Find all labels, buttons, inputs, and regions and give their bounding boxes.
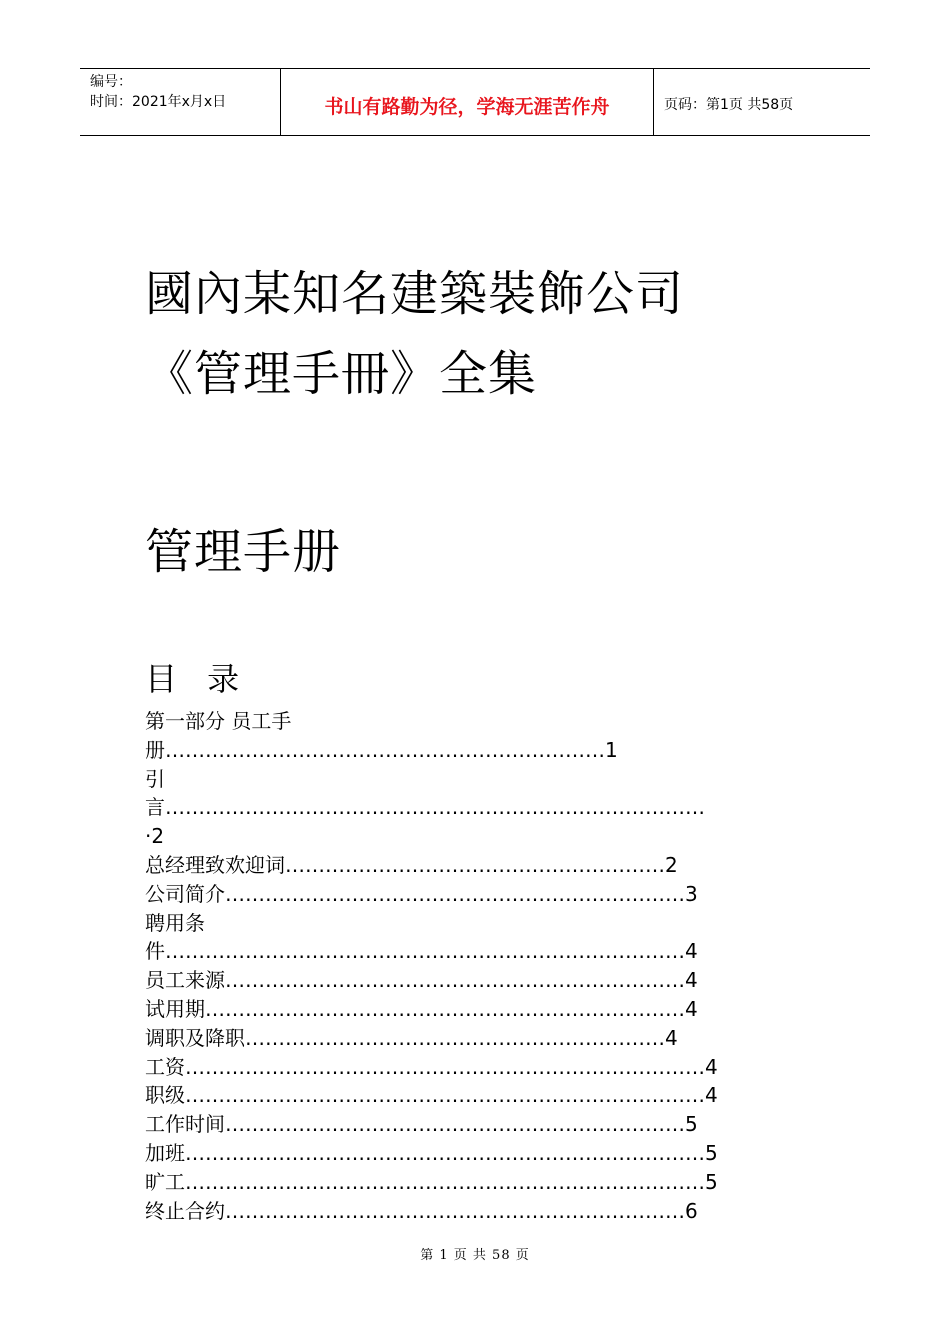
header-page-info: 页码：第1页 共58页	[664, 97, 794, 113]
document-time-label: 时间：2021年x月x日	[90, 94, 227, 110]
toc-line: 员工来源……………………………………………………………4	[145, 968, 698, 993]
toc-line: 聘用条	[145, 910, 205, 935]
toc-line: 册…………………………………………………………1	[145, 737, 618, 762]
document-title	[145, 254, 825, 414]
toc-heading: 目 录	[145, 660, 250, 698]
toc-line: 总经理致欢迎词…………………………………………………2	[145, 852, 678, 877]
toc-line: 旷工……………………………………………………………………5	[145, 1169, 718, 1194]
toc-line: 引	[145, 766, 165, 791]
document-number-label: 编号：	[90, 74, 132, 90]
table-of-contents	[145, 707, 805, 1225]
document-subtitle: 管理手册	[145, 524, 342, 580]
toc-line: 调职及降职………………………………………………………4	[145, 1025, 678, 1050]
document-title-line-1: 國內某知名建築裝飾公司	[145, 266, 685, 322]
toc-line: 公司简介……………………………………………………………3	[145, 881, 698, 906]
toc-line: 言………………………………………………………………………	[145, 795, 705, 820]
toc-line: 加班……………………………………………………………………5	[145, 1140, 718, 1165]
toc-line: 工作时间……………………………………………………………5	[145, 1112, 698, 1137]
header-meta-cell	[80, 69, 281, 135]
document-title-line-2: 《管理手冊》全集	[145, 346, 538, 402]
toc-line: 件……………………………………………………………………4	[145, 939, 698, 964]
toc-line: 试用期………………………………………………………………4	[145, 996, 698, 1021]
toc-line: 职级……………………………………………………………………4	[145, 1083, 718, 1108]
header-motto: 书山有路勤为径，学海无涯苦作舟	[281, 69, 654, 135]
toc-line: 工资……………………………………………………………………4	[145, 1054, 718, 1079]
document-header	[80, 68, 870, 136]
toc-line: 终止合约……………………………………………………………6	[145, 1198, 698, 1223]
toc-line: ·2	[145, 824, 165, 849]
toc-line: 第一部分 员工手	[145, 709, 292, 733]
page-footer: 第 1 页 共 58 页	[420, 1248, 530, 1263]
